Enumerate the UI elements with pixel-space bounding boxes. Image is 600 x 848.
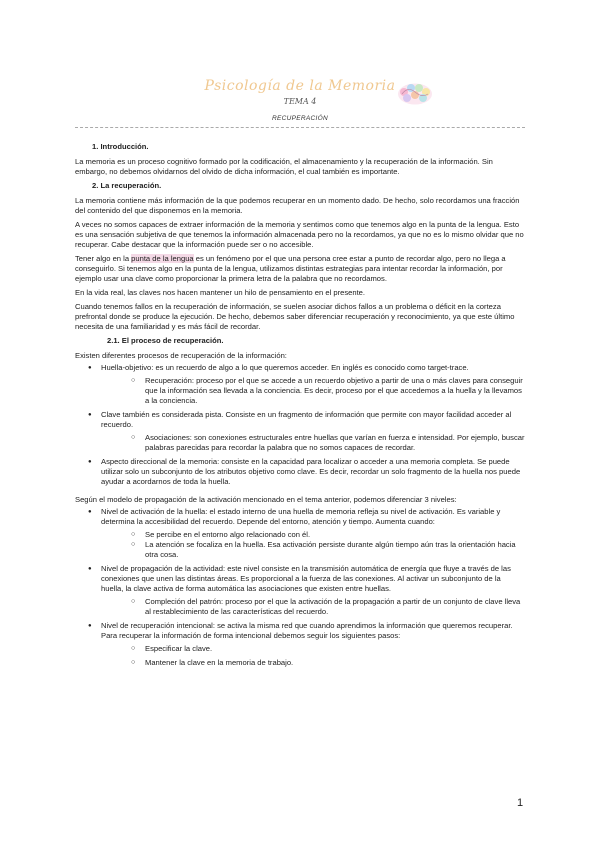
levels-list [75, 507, 525, 668]
document-body [75, 142, 525, 672]
list-item: ● Aspecto direccional de la memoria: consiste en la capacidad para localizar o acceder a una memoria completa. Se puede utilizar solo un subconjunto de los atributos objetivo como clave. Es decir, recordar un solo fragmento de la huella nos puede ayudar a acordarnos de toda la huella. [75, 457, 525, 487]
sub-list-item: ○ Especificar la clave. [75, 644, 525, 654]
paragraph: En la vida real, las claves nos hacen mantener un hilo de pensamiento en el presente. [75, 288, 366, 297]
list-item-text: Clave también es considerada pista. Consiste en un fragmento de información que permite con mayor facilidad acceder al recuerdo. [101, 410, 512, 429]
sub-list-item: ○ Recuperación: proceso por el que se accede a un recuerdo objetivo a partir de una o más claves para conseguir que la información sea llevada a la conciencia. Es decir, proceso por el que accedemos a la huella y la llevamos a la conciencia. [75, 376, 525, 406]
section-subtitle: RECUPERACIÓN [272, 115, 328, 122]
list-item [75, 363, 525, 406]
heading-proceso-recuperacion: 2.1. El proceso de recuperación. [107, 336, 224, 345]
list-item-text: Nivel de propagación de la actividad: este nivel consiste en la transmisión automática de energía que fluye a través de las conexiones que unen las distintas áreas. Es proporcional a la fuerza de las conexiones. Al activar un subconjunto de la huella, la clave activa de forma automática las asociaciones que existen entre huellas. [101, 564, 511, 593]
paragraph: La memoria contiene más información de la que podemos recuperar en un momento dado. De hecho, solo recordamos una fracción del contenido del que disponemos en la memoria. [75, 196, 520, 215]
paragraph: Existen diferentes procesos de recuperación de la información: [75, 351, 287, 360]
brain-icon [396, 82, 434, 106]
list-item-text: Huella-objetivo: es un recuerdo de algo a lo que queremos acceder. En inglés es conocido como target-trace. [101, 363, 469, 372]
text-run: Tener algo en la [75, 254, 132, 263]
paragraph: A veces no somos capaces de extraer información de la memoria y sentimos como que tenemos algo en la punta de la lengua. Esto es una sensación subjetiva de que tenemos la información almacenada pero no la recordamos, ya que no es lo mismo olvidar que no recuperar. Cabe destacar que la información puede ser o no accesible. [75, 220, 524, 249]
heading-introduccion: 1. Introducción. [92, 142, 149, 151]
sub-list-item: ○ Mantener la clave en la memoria de trabajo. [75, 658, 525, 668]
sub-list-item: ○ La atención se focaliza en la huella. Esa activación persiste durante algún tiempo aún tras la orientación hacia otra cosa. [75, 540, 525, 560]
topic-label: TEMA 4 [283, 97, 317, 106]
paragraph: La memoria es un proceso cognitivo formado por la codificación, el almacenamiento y la recuperación de la información. Sin embargo, no debemos olvidarnos del olvido de dicha información, el cual también es importante. [75, 157, 493, 176]
paragraph: Según el modelo de propagación de la activación mencionado en el tema anterior, podemos diferenciar 3 niveles: [75, 495, 457, 504]
highlighted-text: punta de la lengua [131, 254, 194, 263]
header-divider [75, 127, 525, 128]
text-run: es un fenómeno por el que una persona cree estar a punto de recordar algo, pero no llega a conseguirlo. Si tenemos algo en la punta de la lengua, utilizamos distintas estrategias para intentar recordar la información, por ejemplo usar una clave como proporcionar la primera letra de la palabra que no recordamos. [75, 254, 506, 283]
heading-recuperacion: 2. La recuperación. [92, 181, 162, 190]
list-item [75, 621, 525, 668]
list-item [75, 507, 525, 560]
sub-list-item: ○ Compleción del patrón: proceso por el que la activación de la propagación a partir de un conjunto de clave lleva al restablecimiento de las características del recuerdo. [75, 597, 525, 617]
document-title: Psicología de la Memoria [204, 78, 396, 94]
list-item-text: Nivel de activación de la huella: el estado interno de una huella de memoria refleja su nivel de activación. Es variable y determina la accesibilidad del recuerdo. Depende del entorno, atención y tiempo. Aumenta cuando: [101, 507, 501, 526]
paragraph: Cuando tenemos fallos en la recuperación de información, se suelen asociar dichos fallos a un problema o déficit en la corteza prefrontal donde se produce la ejecución. De hecho, debemos saber diferenciar recuperación y reconocimiento, ya que este último necesita de una familiaridad y es más fácil de recordar. [75, 302, 515, 331]
list-item-text: Nivel de recuperación intencional: se activa la misma red que cuando aprendimos la información que queremos recuperar. Para recuperar la información de forma intencional debemos seguir los siguientes pasos: [101, 621, 513, 640]
sub-list-item: ○ Se percibe en el entorno algo relacionado con él. [75, 530, 525, 540]
page-number: 1 [517, 797, 524, 809]
list-item [75, 410, 525, 453]
list-item [75, 564, 525, 617]
paragraph [75, 254, 525, 284]
bullet-list [75, 363, 525, 487]
sub-list-item: ○ Asociaciones: son conexiones estructurales entre huellas que varían en fuerza e intensidad. Por ejemplo, buscar palabras parecidas para recordar la palabra que no somos capaces de recordar. [75, 433, 525, 453]
